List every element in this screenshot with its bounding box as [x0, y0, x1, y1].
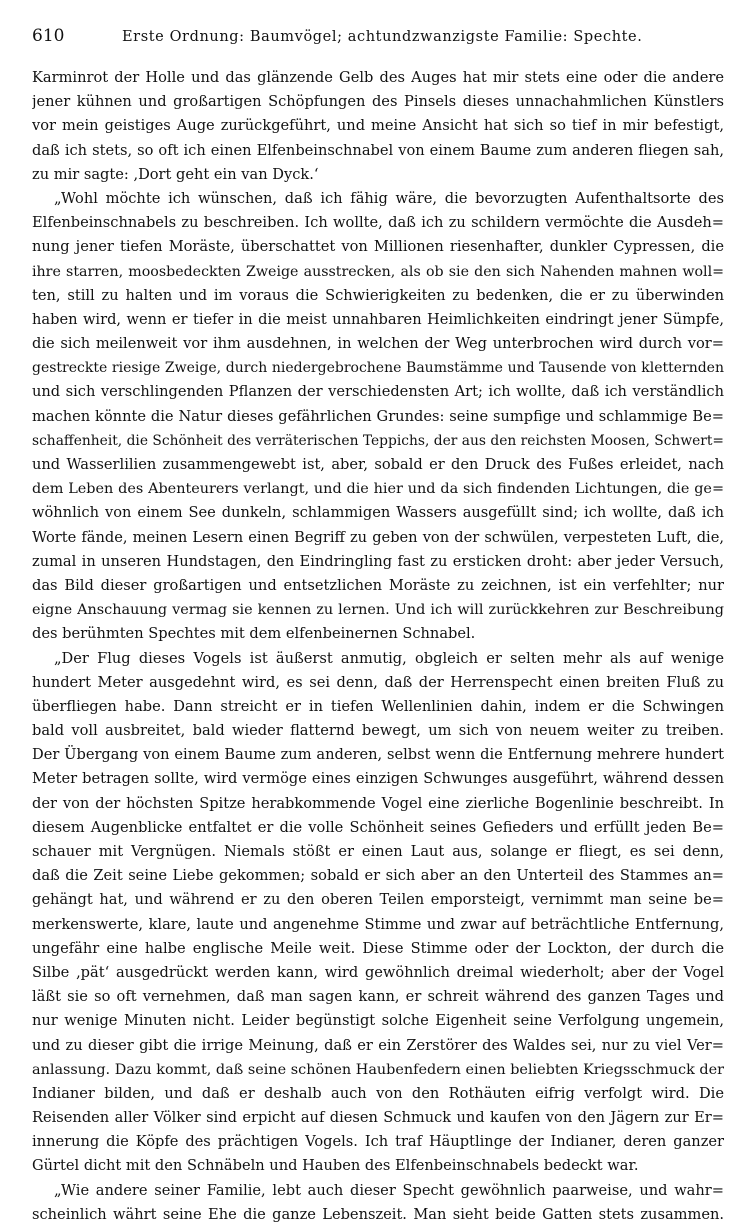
text-line: ungefähr eine halbe englische Meile weit. Diese Stimme oder der Lockton, der durch die — [32, 939, 724, 957]
text-line: Meter betragen sollte, wird vermöge eines einzigen Schwunges ausgeführt, während dessen — [32, 770, 724, 788]
text-line: der von der höchsten Spitze herabkommende Vogel eine zierliche Bogenlinie beschreibt. In — [32, 794, 724, 812]
text-line: läßt sie so oft vernehmen, daß man sagen kann, er schreit während des ganzen Tages und — [32, 988, 724, 1006]
text-line: des berühmten Spechtes mit dem elfenbeinernen Schnabel. — [32, 625, 476, 643]
text-line: dem Leben des Abenteurers verlangt, und die hier und da sich findenden Lichtungen, die ge= — [32, 481, 724, 498]
text-line: Karminrot der Holle und das glänzende Gelb des Auges hat mir stets eine oder die andere — [32, 69, 724, 86]
text-line: anlassung. Dazu kommt, daß seine schönen Haubenfedern einen beliebten Kriegsschmuck der — [32, 1061, 724, 1078]
text-line: und sich verschlingenden Pflanzen der verschiedensten Art; ich wollte, daß ich verständlich — [32, 383, 724, 401]
text-line: daß ich stets, so oft ich einen Elfenbeinschnabel von einem Baume zum anderen fliegen sah, — [32, 141, 724, 159]
text-line: ten, still zu halten und im voraus die Schwierigkeiten zu bedenken, die er zu überwinden — [32, 286, 724, 304]
text-line: Silbe ‚pät‘ ausgedrückt werden kann, wird gewöhnlich dreimal wiederholt; aber der Vogel — [32, 963, 724, 981]
text-line: Der Übergang von einem Baume zum anderen, selbst wenn die Entfernung mehrere hundert — [32, 746, 724, 764]
text-line: daß die Zeit seine Liebe gekommen; sobald er sich aber an den Unterteil des Stammes an= — [32, 867, 724, 885]
text-line: „Wie andere seiner Familie, lebt auch dieser Specht gewöhnlich paarweise, und wahr= — [54, 1181, 724, 1199]
text-line: merkenswerte, klare, laute und angenehme Stimme und zwar auf beträchtliche Entfernung, — [32, 915, 724, 933]
text-line: Elfenbeinschnabels zu beschreiben. Ich wollte, daß ich zu schildern vermöchte die Ausdeh= — [32, 214, 724, 232]
text-line: nur wenige Minuten nicht. Leider begünstigt solche Eigenheit seine Verfolgung ungemein, — [32, 1012, 724, 1030]
text-line: Reisenden aller Völker sind erpicht auf diesen Schmuck und kaufen von den Jägern zur Er= — [32, 1109, 724, 1127]
text-line: ihre starren, moosbedeckten Zweige ausstrecken, als ob sie den sich Nahenden mahnen woll= — [32, 263, 724, 280]
text-line: schauer mit Vergnügen. Niemals stößt er einen Laut aus, solange er fliegt, es sei denn, — [32, 843, 724, 860]
text-line: das Bild dieser großartigen und entsetzlichen Moräste zu zeichnen, ist ein verfehlter; nur — [32, 576, 724, 594]
running-head: Erste Ordnung: Baumvögel; achtundzwanzigste Familie: Spechte. — [122, 29, 643, 45]
text-line: gehängt hat, und während er zu den oberen Teilen emporsteigt, vernimmt man seine be= — [32, 891, 724, 909]
text-line: eigne Anschauung vermag sie kennen zu lernen. Und ich will zurückkehren zur Beschreibung — [32, 602, 724, 619]
page-header — [32, 26, 724, 54]
text-line: „Wohl möchte ich wünschen, daß ich fähig wäre, die bevorzugten Aufenthaltsorte des — [54, 189, 724, 207]
text-line: Worte fände, meinen Lesern einen Begriff zu geben von der schwülen, verpesteten Luft, die, — [32, 528, 724, 546]
text-line: zu mir sagte: ‚Dort geht ein van Dyck.‘ — [32, 165, 319, 183]
text-line: zumal in unseren Hundstagen, den Eindringling fast zu ersticken droht: aber jeder Versuch, — [32, 552, 724, 570]
text-line: bald voll ausbreitet, bald wieder flatternd bewegt, um sich von neuem weiter zu treiben. — [32, 722, 724, 740]
text-line: und zu dieser gibt die irrige Meinung, daß er ein Zerstörer des Waldes sei, nur zu viel Ver= — [32, 1036, 724, 1054]
text-line: schaffenheit, die Schönheit des verräterischen Teppichs, der aus den reichsten Moosen, Schwert= — [32, 432, 724, 449]
text-line: Indianer bilden, und daß er deshalb auch von den Rothäuten eifrig verfolgt wird. Die — [32, 1084, 724, 1102]
text-line: scheinlich währt seine Ehe die ganze Lebenszeit. Man sieht beide Gatten stets zusammen. — [32, 1205, 724, 1223]
text-line: nung jener tiefen Moräste, überschattet von Millionen riesenhafter, dunkler Cypressen, die — [32, 238, 724, 256]
text-line: machen könnte die Natur dieses gefährlichen Grundes: seine sumpfige und schlammige Be= — [32, 407, 724, 425]
text-line: hundert Meter ausgedehnt wird, es sei denn, daß der Herrenspecht einen breiten Fluß zu — [32, 673, 724, 691]
body-text — [32, 66, 724, 1227]
page-number: 610 — [32, 26, 65, 46]
text-line: die sich meilenweit vor ihm ausdehnen, in welchen der Weg unterbrochen wird durch vor= — [32, 335, 724, 353]
text-line: Gürtel dicht mit den Schnäbeln und Hauben des Elfenbeinschnabels bedeckt war. — [32, 1157, 639, 1175]
text-line: überfliegen habe. Dann streicht er in tiefen Wellenlinien dahin, indem er die Schwingen — [32, 697, 724, 715]
text-line: diesem Augenblicke entfaltet er die volle Schönheit seines Gefieders und erfüllt jeden Be= — [32, 818, 724, 836]
text-line: innerung die Köpfe des prächtigen Vogels. Ich traf Häuptlinge der Indianer, deren ganzer — [32, 1133, 724, 1151]
text-line: haben wird, wenn er tiefer in die meist unnahbaren Heimlichkeiten eindringt jener Sümpfe, — [32, 310, 724, 328]
text-line: jener kühnen und großartigen Schöpfungen des Pinsels dieses unnachahmlichen Künstlers — [32, 93, 724, 111]
text-line: vor mein geistiges Auge zurückgeführt, und meine Ansicht hat sich so tief in mir befestigt, — [32, 117, 724, 135]
text-line: „Der Flug dieses Vogels ist äußerst anmutig, obgleich er selten mehr als auf wenige — [54, 649, 724, 667]
text-line: und Wasserlilien zusammengewebt ist, aber, sobald er den Druck des Fußes erleidet, nach — [32, 456, 724, 473]
text-line: gestreckte riesige Zweige, durch niedergebrochene Baumstämme und Tausende von kletternden — [32, 360, 724, 377]
text-line: wöhnlich von einem See dunkeln, schlammigen Wassers ausgefüllt sind; ich wollte, daß ich — [32, 504, 724, 522]
